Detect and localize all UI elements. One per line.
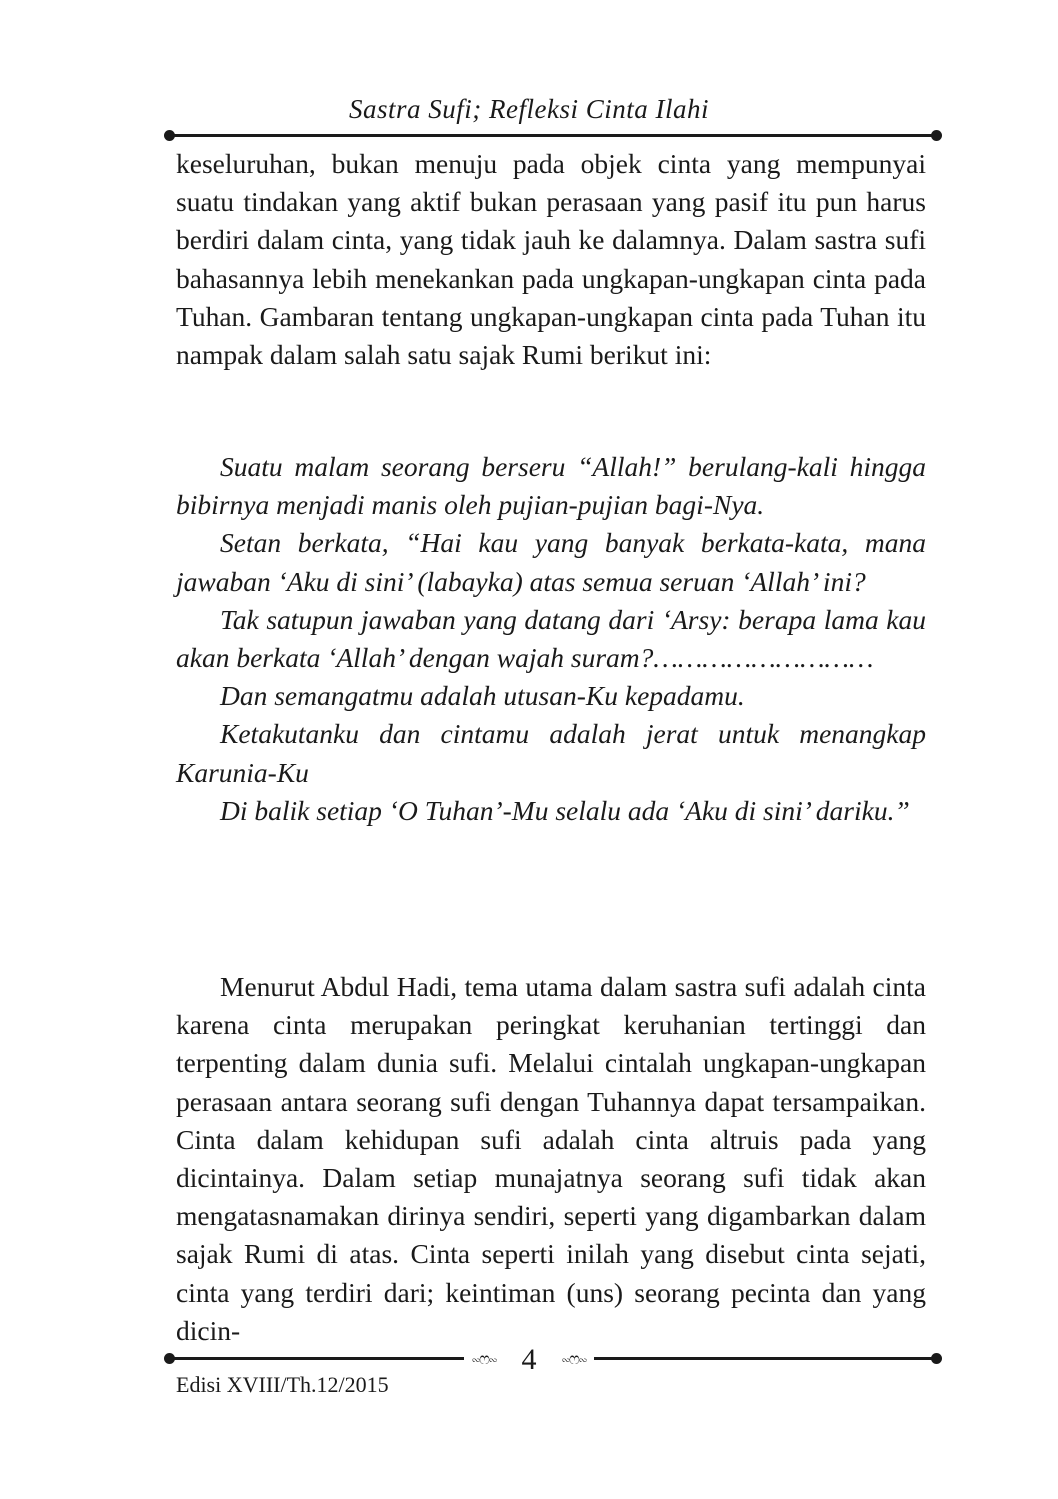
page-number-block [0, 1340, 1058, 1378]
rumi-poem [176, 448, 926, 830]
page-number: 4 [521, 1343, 537, 1377]
poem-line: Dan semangatmu adalah utusan-Ku kepadamu. [220, 680, 745, 712]
flourish-left-icon: ∾ෆ∾ [472, 1351, 496, 1369]
paragraph-text: keseluruhan, bukan menuju pada objek cinta yang mempunyai suatu tindakan yang aktif bukan perasaan yang pasif itu pun harus berdiri dalam cinta, yang tidak jauh ke dalamnya. Dalam sastra sufi bahasannya lebih menekankan pada ungkapan-ungkapan cinta pada Tuhan. Gambaran tentang ungkapan-ungkapan cinta pada Tuhan itu nampak dalam salah satu sajak Rumi berikut ini: [176, 148, 926, 371]
poem-line: Setan berkata, “Hai kau yang banyak berkata-kata, mana jawaban ‘Aku di sini’ (labayka) atas semua seruan ‘Allah’ ini? [176, 527, 926, 597]
flourish-right-icon: ∾ෆ∾ [562, 1351, 586, 1369]
edition-label: Edisi XVIII/Th.12/2015 [176, 1372, 389, 1397]
body-paragraph-2 [176, 968, 926, 1350]
paragraph-text: Menurut Abdul Hadi, tema utama dalam sastra sufi adalah cinta karena cinta merupakan peringkat keruhanian tertinggi dan terpenting dalam dunia sufi. Melalui cintalah ungkapan-ungkapan perasaan antara seorang sufi dengan Tuhannya dapat tersampaikan. Cinta dalam kehidupan sufi adalah cinta altruis pada yang dicintainya. Dalam setiap munajatnya seorang sufi tidak akan mengatasnamakan dirinya sendiri, seperti yang digambarkan dalam sajak Rumi di atas. Cinta seperti inilah yang disebut cinta sejati, cinta yang terdiri dari; keintiman (uns) seorang pecinta dan yang dicin- [176, 971, 926, 1346]
body-paragraph-1 [176, 145, 926, 374]
poem-line: Di balik setiap ‘O Tuhan’-Mu selalu ada ‘Aku di sini’ dariku.” [220, 794, 910, 826]
poem-line: Tak satupun jawaban yang datang dari ‘Arsy: berapa lama kau akan berkata ‘Allah’ dengan wajah suram?……………………… [176, 603, 926, 674]
poem-line: Ketakutanku dan cintamu adalah jerat untuk menangkap Karunia-Ku [176, 718, 926, 788]
running-head-title: Sastra Sufi; Refleksi Cinta Ilahi [349, 94, 709, 124]
poem-line: Suatu malam seorang berseru “Allah!” berulang-kali hingga bibirnya menjadi manis oleh pujian-pujian bagi-Nya. [176, 451, 926, 521]
header-rule [170, 134, 936, 137]
